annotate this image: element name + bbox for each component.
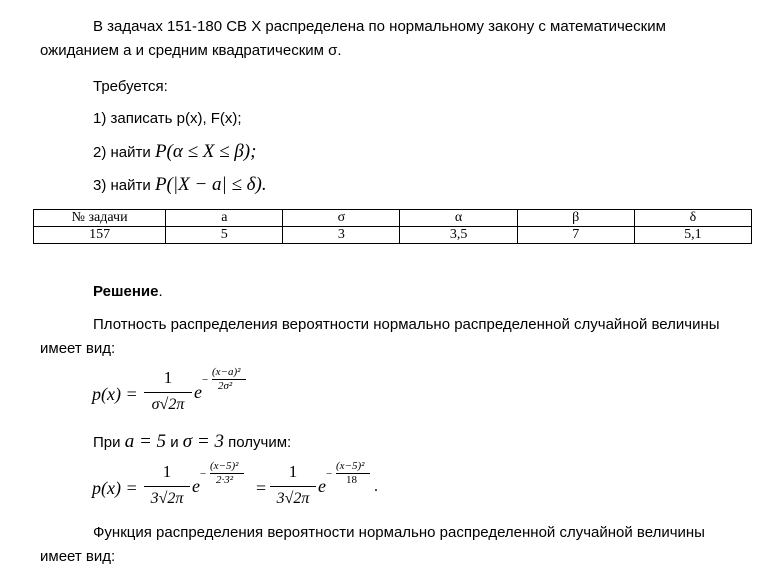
formula1-numerator: 1 bbox=[163, 368, 173, 387]
density-line-1: Плотность распределения вероятности нормально распределенной случайной величины bbox=[93, 316, 720, 333]
solution-dot: . bbox=[158, 283, 163, 300]
formula2-fraction-bar-2 bbox=[270, 486, 316, 487]
table-header-cell: a bbox=[166, 210, 283, 227]
given-and: и bbox=[170, 434, 179, 451]
formula2-exp-base-2: e bbox=[318, 476, 326, 496]
formula1-exp-numerator: (x−a)² bbox=[212, 366, 241, 378]
table-header-cell: β bbox=[517, 210, 634, 227]
formula2-numerator-1: 1 bbox=[162, 462, 172, 481]
given-line bbox=[93, 433, 291, 452]
formula2-exp2-denominator: 18 bbox=[346, 474, 357, 486]
formula1-exp-denominator: 2σ² bbox=[218, 380, 233, 392]
substituted-formula: p(x) = 1 3√2π e − (x−5)² 2·3² = 1 3√2π e − (x−5)² 18 . bbox=[92, 460, 378, 507]
density-formula: p(x) = 1 σ√2π e − (x−a)² 2σ² bbox=[92, 366, 262, 422]
table-header-cell: δ bbox=[634, 210, 751, 227]
formula1-exp-base: e bbox=[194, 382, 202, 402]
task-3 bbox=[93, 176, 267, 195]
cdf-line-2: имеет вид: bbox=[40, 548, 116, 565]
formula2-lhs: p(x) = bbox=[92, 478, 138, 498]
parameters-table bbox=[33, 209, 752, 244]
table-cell: 5 bbox=[166, 227, 283, 244]
task-1-prefix: 1) записать bbox=[93, 110, 173, 127]
given-suffix: получим: bbox=[228, 434, 292, 451]
table-cell: 7 bbox=[517, 227, 634, 244]
solution-heading bbox=[93, 283, 163, 301]
task-2-math: P(α ≤ X ≤ β); bbox=[154, 141, 257, 162]
formula2-end-dot: . bbox=[374, 478, 378, 495]
formula2-exp-base-1: e bbox=[192, 476, 200, 496]
formula1-denominator: σ√2π bbox=[151, 396, 185, 413]
table-cell: 3 bbox=[283, 227, 400, 244]
task-1-text: p(x), F(x); bbox=[172, 110, 242, 127]
given-sigma: σ = 3 bbox=[182, 431, 224, 452]
solution-title: Решение bbox=[93, 283, 159, 300]
table-cell: 5,1 bbox=[634, 227, 751, 244]
formula2-exp2-numerator: (x−5)² bbox=[336, 460, 365, 472]
table-header-cell: № задачи bbox=[34, 210, 166, 227]
formula2-denominator-1: 3√2π bbox=[150, 490, 184, 507]
formula1-fraction-bar bbox=[144, 392, 192, 393]
table-cell: 157 bbox=[34, 227, 166, 244]
formula2-denominator-2: 3√2π bbox=[276, 490, 310, 507]
given-a: a = 5 bbox=[124, 431, 167, 452]
formula2-fraction-bar-1 bbox=[144, 486, 190, 487]
task-2 bbox=[93, 143, 256, 162]
formula1-lhs: p(x) = bbox=[92, 384, 138, 404]
task-3-prefix: 3) найти bbox=[93, 177, 151, 194]
table-row bbox=[34, 227, 752, 244]
intro-line-1: В задачах 151-180 СВ X распределена по нормальному закону с математическим bbox=[93, 18, 666, 35]
formula2-numerator-2: 1 bbox=[288, 462, 298, 481]
table-header-cell: α bbox=[400, 210, 517, 227]
density-line-2: имеет вид: bbox=[40, 340, 116, 357]
intro-line-2: ожиданием a и средним квадратическим σ. bbox=[40, 42, 342, 59]
task-1 bbox=[93, 110, 242, 128]
formula2-exp1-numerator: (x−5)² bbox=[210, 460, 239, 472]
task-3-math: P(|X − a| ≤ δ). bbox=[154, 174, 267, 195]
required-heading: Требуется: bbox=[93, 78, 168, 95]
task-2-prefix: 2) найти bbox=[93, 144, 151, 161]
table-header-row bbox=[34, 210, 752, 227]
formula2-equals: = bbox=[256, 478, 267, 498]
table-cell: 3,5 bbox=[400, 227, 517, 244]
given-prefix: При bbox=[93, 434, 121, 451]
cdf-line-1: Функция распределения вероятности нормально распределенной случайной величины bbox=[93, 524, 705, 541]
table-header-cell: σ bbox=[283, 210, 400, 227]
formula2-exp1-denominator: 2·3² bbox=[216, 474, 234, 486]
